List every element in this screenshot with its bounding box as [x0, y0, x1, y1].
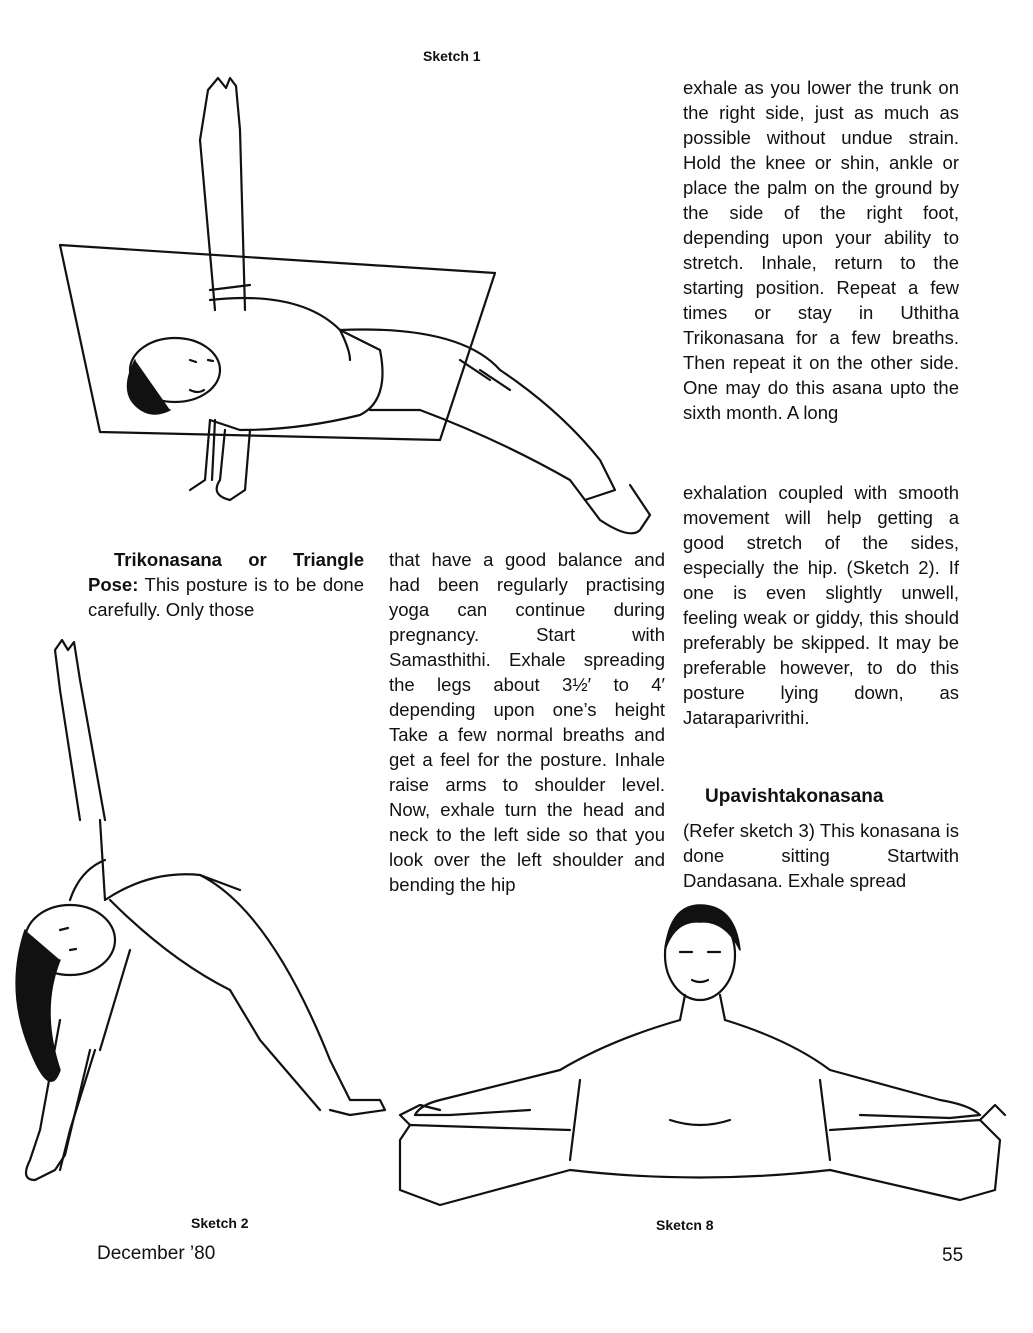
sketch-3-caption: Sketcn 8 — [656, 1217, 714, 1233]
trikonasana-title: Trikonasana or Triangle Pose — [88, 549, 364, 595]
upavishtakonasana-text: (Refer sketch 3) This konasana is done sitting Startwith Dandasana. Exhale spread — [683, 820, 959, 891]
trikonasana-intro-block — [88, 547, 364, 622]
sketch-2-caption: Sketch 2 — [191, 1215, 249, 1231]
issue-date: December ’80 — [97, 1243, 216, 1264]
sketch-1-caption: Sketch 1 — [423, 48, 481, 64]
upavishtakonasana-title: Upavishtakonasana — [705, 786, 884, 807]
sketch-3-illustration — [380, 900, 1020, 1210]
upavishtakonasana-block — [683, 818, 959, 893]
sketch-2-illustration — [0, 630, 400, 1210]
trikonasana-middle-text: that have a good balance and had been regularly practising yoga can continue during pregnancy. Start with Samasthithi. Exhale spreading the legs about 3½′ to 4′ depending upon one’s height Take a few normal breaths and get a feel for the posture. Inhale raise arms to shoulder level. Now, exhale turn the head and neck to the left side so that you look over the left shoulder and bending the hip — [389, 549, 665, 895]
sketch-1-illustration — [40, 60, 680, 560]
right-column-top — [683, 75, 959, 425]
middle-column — [389, 547, 665, 897]
trikonasana-right-top-text: exhale as you lower the trunk on the right side, just as much as possible without undue strain. Hold the knee or shin, ankle or place the palm on the ground by the side of the right foot, depending upon your ability to stretch. Inhale, return to the starting position. Repeat a few times or stay in Uthitha Trikonasana for a few breaths. Then repeat it on the other side. One may do this asana upto the sixth month. A long — [683, 77, 959, 423]
trikonasana-title-suffix: : — [132, 574, 139, 595]
right-column-middle — [683, 480, 959, 730]
trikonasana-intro-text: This posture is to be done carefully. Only those — [88, 574, 364, 620]
page-number: 55 — [942, 1245, 964, 1266]
trikonasana-right-middle-text: exhalation coupled with smooth movement will help getting a good stretch of the sides, especially the hip. (Sketch 2). If one is even slightly unwell, feeling weak or giddy, this should preferably be skipped. It may be preferable however, to do this posture lying down, as Jataraparivrithi. — [683, 482, 959, 728]
